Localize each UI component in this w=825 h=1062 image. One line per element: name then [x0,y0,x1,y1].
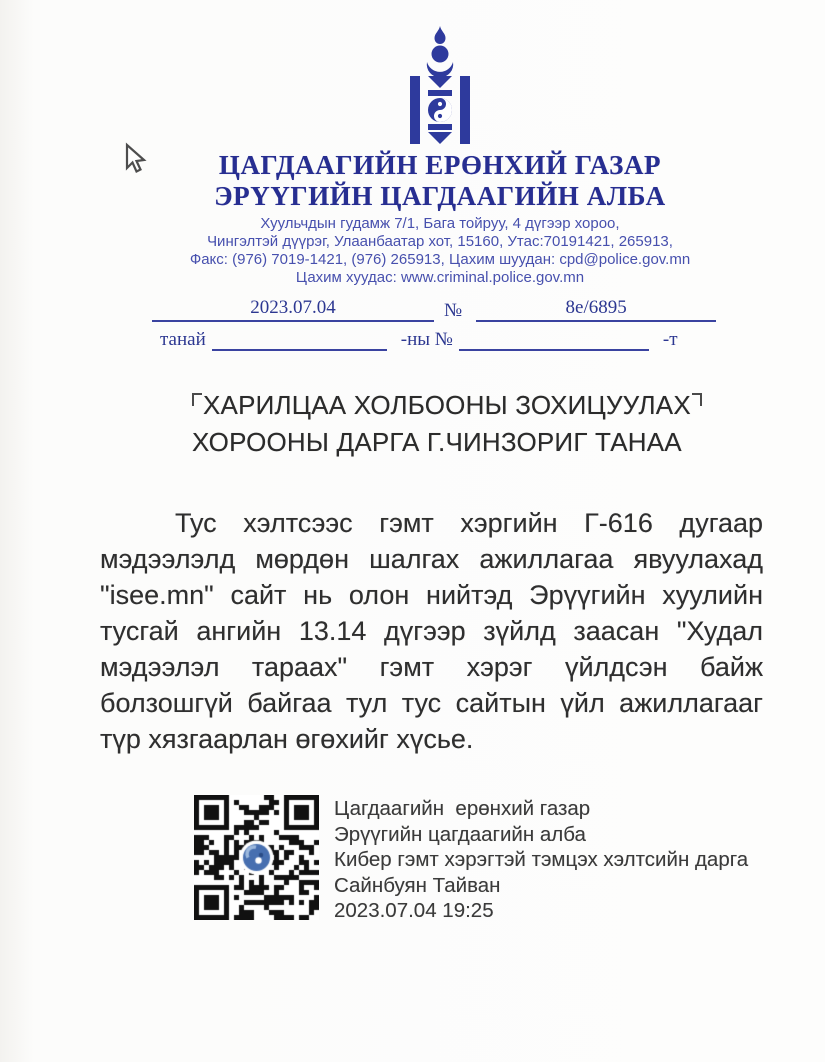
your-label: танай [160,329,206,350]
document-number-field: 8е/6895 [476,297,716,322]
signature-title-line: Кибер гэмт хэрэгтэй тэмцэх хэлтсийн дарга [334,848,749,871]
recipient-line2: ХОРООНЫ ДАРГА Г.ЧИНЗОРИГ ТАНАА [192,427,682,457]
signature-name: Сайнбуян Тайван [334,873,501,897]
soyombo-emblem-icon [408,26,472,144]
recipient-line1: ХАРИЛЦАА ХОЛБООНЫ ЗОХИЦУУЛАХ [192,387,825,424]
reference-block [0,297,825,351]
org-name-line2: ЭРҮҮГИЙН ЦАГДААГИЙН АЛБА [214,181,666,211]
signature-block [194,795,825,924]
date-number-row [152,297,825,322]
signature-org-line: Эрүүгийн цагдаагийн алба [334,822,586,846]
address-block [55,215,825,287]
letterhead [55,0,825,287]
address-line: Факс: (976) 7019-1421, (976) 265913, Цахим шуудан: cpd@police.gov.mn [189,251,691,268]
number-sign: № [444,300,463,321]
date-field: 2023.07.04 [152,297,434,322]
org-name-line1: ЦАГДААГИЙН ЕРӨНХИЙ ГАЗАР [218,150,662,180]
address-line: Хуульчдын гудамж 7/1, Бага тойруу, 4 дүгээр хороо, [260,215,620,232]
letter-body: Тус хэлтсээс гэмт хэргийн Г-616 дугаар мэдээлэлд мөрдөн шалгах ажиллагаа явуулахад "isee.mn" сайт нь олон нийтэд Эрүүгийн хуулийн тусгай ангийн 13.14 дүгээр зүйлд заасан "Худал мэдээлэл тараах" гэмт хэрэг үйлдсэн байж болзошгүй байгаа тул тус сайтын үйл ажиллагааг түр хязгаарлан өгөхийг хүсье. [100,508,763,754]
corner-mark-left [192,393,202,406]
signature-text [334,796,748,924]
blank-field [212,329,387,351]
blank-field [459,329,649,351]
address-line: Чингэлтэй дүүрэг, Улаанбаатар хот, 15160, Утас:70191421, 265913, [207,233,673,250]
your-mid-label: -ны № [400,329,453,350]
reply-reference-row [160,329,825,351]
your-tail-label: -т [662,329,678,350]
qr-code [194,795,319,920]
address-line: Цахим хуудас: www.criminal.police.gov.mn [295,269,585,286]
signature-org-line: Цагдаагийн ерөнхий газар [334,797,591,820]
mouse-cursor-icon [120,142,150,176]
corner-mark-right [692,393,702,406]
signature-timestamp: 2023.07.04 19:25 [334,899,494,922]
recipient-block [192,387,825,461]
